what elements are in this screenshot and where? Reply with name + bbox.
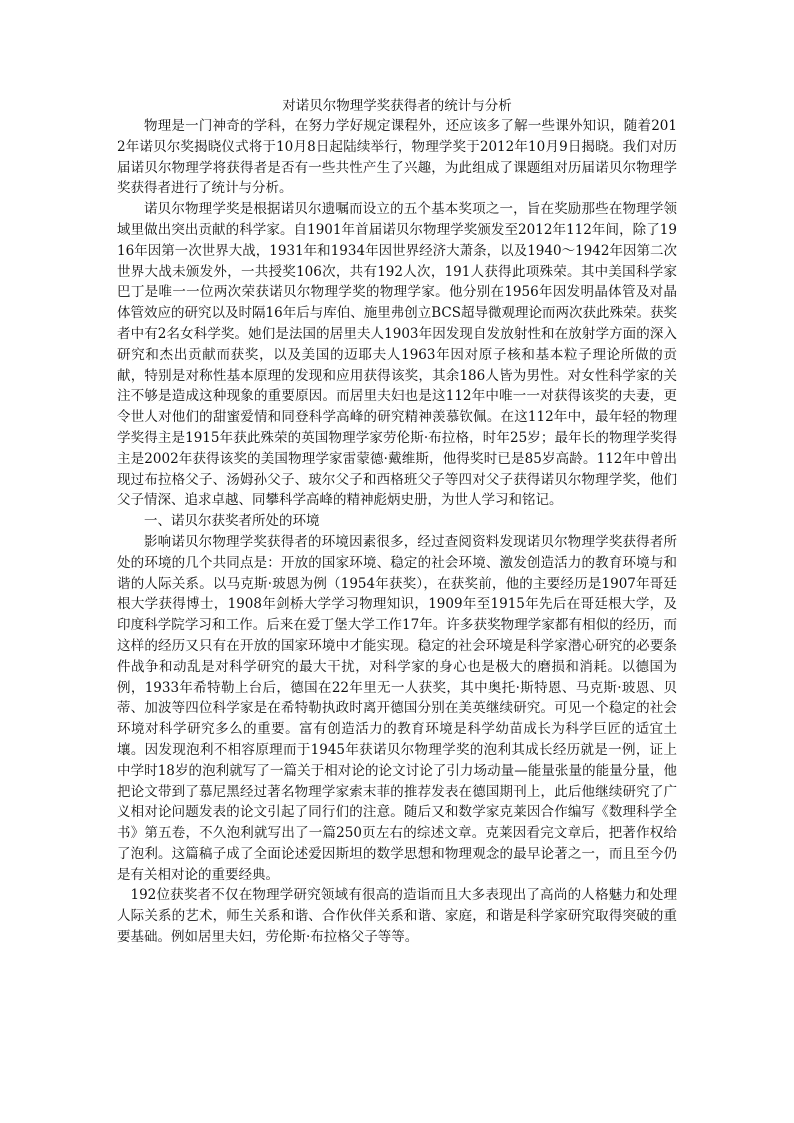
document-title: 对诺贝尔物理学奖获得者的统计与分析 [282,98,512,114]
relations-paragraph: 192位获奖者不仅在物理学研究领域有很高的造诣而且大多表现出了高尚的人格魅力和处理人际关系的艺术，师生关系和谐、合作伙伴关系和谐、家庭，和谐是科学家研究取得突破的重要基础。例如居里夫妇，劳伦斯·布拉格父子等等。 [117,887,677,946]
intro-paragraph: 物理是一门神奇的学科，在努力学好规定课程外，还应该多了解一些课外知识，随着2012年诺贝尔奖揭晓仪式将于10月8日起陆续举行，物理学奖于2012年10月9日揭晓。我们对历届诺贝尔物理学将获得者是否有一些共性产生了兴趣，为此组成了课题组对历届诺贝尔物理学奖获得者进行了统计与分析。 [117,118,677,197]
overview-paragraph: 诺贝尔物理学奖是根据诺贝尔遗嘱而设立的五个基本奖项之一，旨在奖励那些在物理学领域里做出突出贡献的科学家。自1901年首届诺贝尔物理学奖颁发至2012年112年间，除了1916年因第一次世界大战，1931年和1934年因世界经济大萧条，以及1940～1942年因第二次世界大战未颁发外，一共授奖106次，共有192人次，191人获得此项殊荣。其中美国科学家巴丁是唯一一位两次荣获诺贝尔物理学奖的物理学家。他分别在1956年因发明晶体管及对晶体管效应的研究以及时隔16年后与库伯、施里弗创立BCS超导微观理论而两次获此殊荣。获奖者中有2名女科学奖。她们是法国的居里夫人1903年因发现自发放射性和在放射学方面的深入研究和杰出贡献而获奖，以及美国的迈耶夫人1963年因对原子核和基本粒子理论所做的贡献，特别是对称性基本原理的发现和应用获得该奖，其余186人皆为男性。对女性科学家的关注不够是造成这种现象的重要原因。而居里夫妇也是这112年中唯一一对获得该奖的夫妻，更令世人对他们的甜蜜爱情和同登科学高峰的研究精神羡慕钦佩。在这112年中，最年轻的物理学奖得主是1915年获此殊荣的英国物理学家劳伦斯·布拉格，时年25岁；最年长的物理学奖得主是2002年获得该奖的美国物理学家雷蒙德·戴维斯，他得奖时已是85岁高龄。112年中曾出现过布拉格父子、汤姆孙父子、玻尔父子和西格班父子等四对父子获得诺贝尔物理学奖，他们父子情深、追求卓越、同攀科学高峰的精神彪炳史册，为世人学习和铭记。 [117,201,677,509]
environment-paragraph: 影响诺贝尔物理学奖获得者的环境因素很多，经过查阅资料发现诺贝尔物理学奖获得者所处的环境的几个共同点是：开放的国家环境、稳定的社会环境、激发创造活力的教育环境与和谐的人际关系。以马克斯·玻恩为例（1954年获奖），在获奖前，他的主要经历是1907年哥廷根大学获得博士，1908年剑桥大学学习物理知识，1909年至1915年先后在哥廷根大学，及印度科学院学习和工作。后来在爱丁堡大学工作17年。许多获奖物理学家都有相似的经历，而这样的经历又只有在开放的国家环境中才能实现。稳定的社会环境是科学家潜心研究的必要条件战争和动乱是对科学研究的最大干扰，对科学家的身心也是极大的磨损和消耗。以德国为例，1933年希特勒上台后，德国在22年里无一人获奖，其中奥托·斯特恩、马克斯·玻恩、贝蒂、加波等四位科学家是在希特勒执政时离开德国分别在美英继续研究。可见一个稳定的社会环境对科学研究多么的重要。富有创造活力的教育环境是科学幼苗成长为科学巨匠的适宜土壤。因发现泡利不相容原理而于1945年获诺贝尔物理学奖的泡利其成长经历就是一例，证上中学时18岁的泡利就写了一篇关于相对论的论文讨论了引力场动量—能量张量的能量分量，他把论文带到了慕尼黑经过著名物理学家索末菲的推荐发表在德国期刊上，此后他继续研究了广义相对论问题发表的论文引起了同行们的注意。随后又和数学家克莱因合作编写《数理科学全书》第五卷，不久泡利就写出了一篇250页左右的综述文章。克莱因看完文章后，把著作权给了泡利。这篇稿子成了全面论述爱因斯坦的数学思想和物理观念的最早论著之一，而且至今仍是有关相对论的重要经典。 [117,533,677,883]
document-page [117,96,677,948]
section-heading: 一、诺贝尔获奖者所处的环境 [144,513,320,530]
